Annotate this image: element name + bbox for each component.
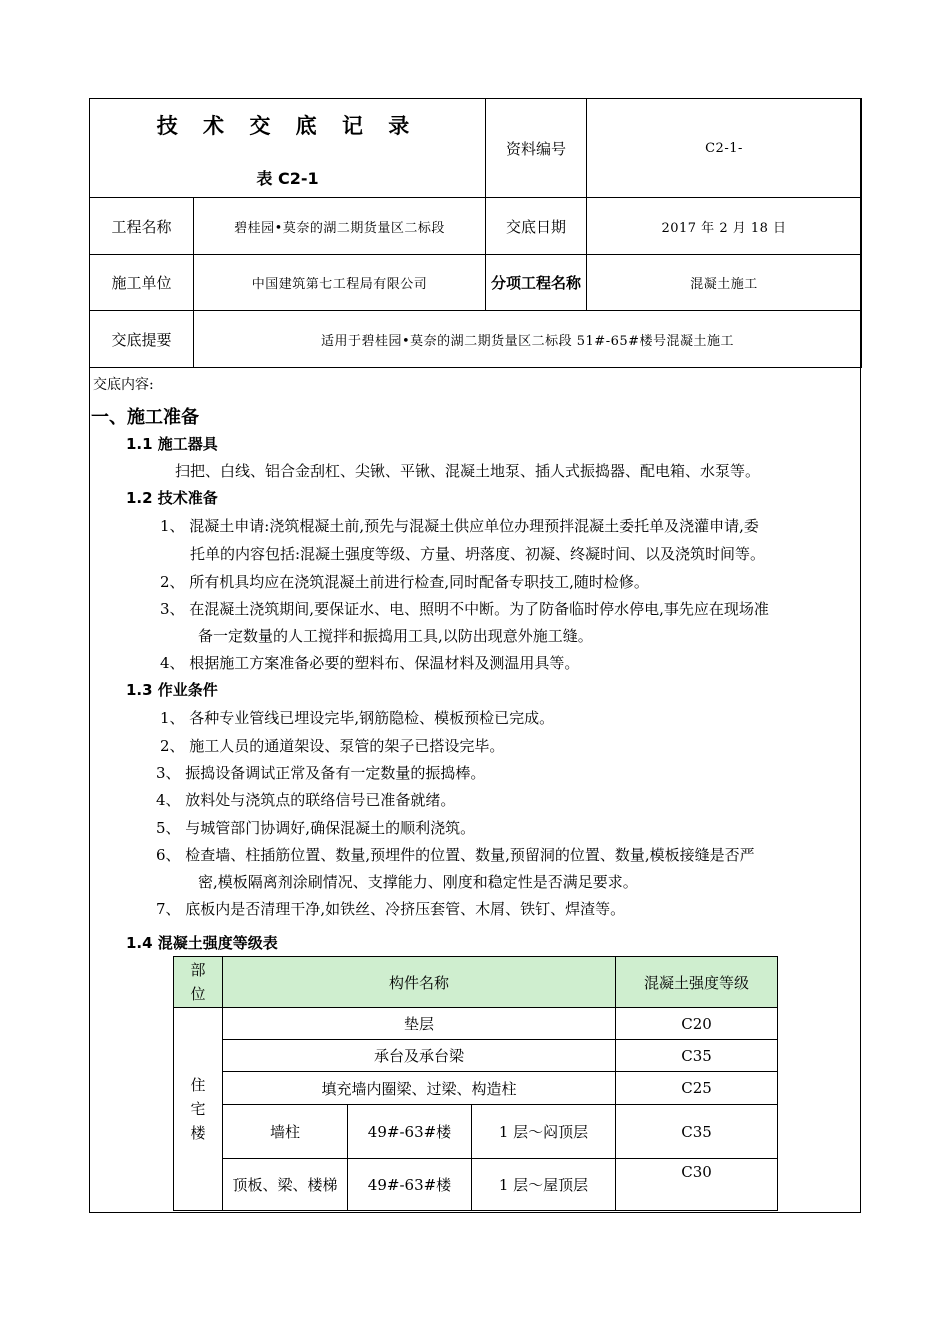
contractor-value: 中国建筑第七工程局有限公司 <box>194 255 486 311</box>
form-number: 表 C2-1 <box>256 168 319 188</box>
summary-label: 交底提要 <box>90 311 194 368</box>
table-cell-grade: C35 <box>616 1040 778 1072</box>
table-cell-range: 49#-63#楼 <box>348 1105 472 1159</box>
list-item: 2、 所有机具均应在浇筑混凝土前进行检查,同时配备专职技工,随时检修。 <box>160 573 649 591</box>
col-header-member: 构件名称 <box>223 957 616 1008</box>
list-item: 7、 底板内是否清理干净,如铁丝、冷挤压套管、木屑、铁钉、焊渣等。 <box>156 900 626 918</box>
date-value: 2017 年 2 月 18 日 <box>587 198 862 255</box>
col-header-part: 部 位 <box>174 957 223 1008</box>
date-label: 交底日期 <box>486 198 587 255</box>
table-cell-member: 墙柱 <box>223 1105 348 1159</box>
list-item: 5、 与城管部门协调好,确保混凝土的顺利浇筑。 <box>156 819 476 837</box>
list-item-continuation: 密,模板隔离剂涂刷情况、支撑能力、刚度和稳定性是否满足要求。 <box>198 873 638 891</box>
list-item: 1、 各种专业管线已埋设完毕,钢筋隐检、模板预检已完成。 <box>160 709 555 727</box>
subproject-label: 分项工程名称 <box>486 255 587 311</box>
table-cell-floors: 1 层～闷顶层 <box>472 1105 616 1159</box>
col-header-grade: 混凝土强度等级 <box>616 957 778 1008</box>
part-cell: 住 宅 楼 <box>174 1008 223 1211</box>
summary-value: 适用于碧桂园•莫奈的湖二期货量区二标段 51#-65#楼号混凝土施工 <box>194 311 862 368</box>
table-cell-member: 顶板、梁、楼梯 <box>223 1159 348 1211</box>
content-intro: 交底内容: <box>93 377 154 393</box>
subsection-heading: 1.4 混凝土强度等级表 <box>126 934 278 952</box>
list-item: 4、 根据施工方案准备必要的塑料布、保温材料及测温用具等。 <box>160 654 580 672</box>
project-value: 碧桂园•莫奈的湖二期货量区二标段 <box>194 198 486 255</box>
header-table <box>89 98 862 368</box>
page-title: 技 术 交 底 记 录 <box>156 113 419 138</box>
paragraph: 扫把、白线、铝合金刮杠、尖锹、平锹、混凝土地泵、插人式振捣器、配电箱、水泵等。 <box>175 462 761 480</box>
list-item-continuation: 托单的内容包括:混凝土强度等级、方量、坍落度、初凝、终凝时间、以及浇筑时间等。 <box>190 545 766 563</box>
subsection-heading: 1.2 技术准备 <box>126 489 218 507</box>
list-item: 3、 振捣设备调试正常及备有一定数量的振捣棒。 <box>156 764 486 782</box>
doc-no-label: 资料编号 <box>486 99 587 198</box>
list-item-continuation: 备一定数量的人工搅拌和振捣用工具,以防出现意外施工缝。 <box>198 627 593 645</box>
table-cell-grade: C25 <box>616 1072 778 1105</box>
section-heading: 一、施工准备 <box>91 407 199 428</box>
list-item: 1、 混凝土申请:浇筑棍凝土前,预先与混凝土供应单位办理预拌混凝土委托单及浇灌申请,委 <box>160 517 759 535</box>
contractor-label: 施工单位 <box>90 255 194 311</box>
doc-no-value: C2-1- <box>587 99 862 198</box>
list-item: 6、 检查墙、柱插筋位置、数量,预埋件的位置、数量,预留洞的位置、数量,模板接缝是否严 <box>156 846 755 864</box>
table-cell-range: 49#-63#楼 <box>348 1159 472 1211</box>
list-item: 4、 放料处与浇筑点的联络信号已准备就绪。 <box>156 791 456 809</box>
table-cell-grade: C35 <box>616 1105 778 1159</box>
table-cell-floors: 1 层～屋顶层 <box>472 1159 616 1211</box>
list-item: 2、 施工人员的通道架设、泵管的架子已搭设完毕。 <box>160 737 505 755</box>
project-label: 工程名称 <box>90 198 194 255</box>
subsection-heading: 1.1 施工器具 <box>126 435 218 453</box>
table-cell-grade: C20 <box>616 1008 778 1040</box>
grade-table <box>173 956 778 1211</box>
table-cell-grade: C30 <box>616 1159 778 1211</box>
title-cell <box>90 99 486 198</box>
subsection-heading: 1.3 作业条件 <box>126 681 218 699</box>
table-cell-member: 填充墙内圈梁、过梁、构造柱 <box>223 1072 616 1105</box>
table-cell-member: 垫层 <box>223 1008 616 1040</box>
table-cell-member: 承台及承台梁 <box>223 1040 616 1072</box>
subproject-value: 混凝土施工 <box>587 255 862 311</box>
list-item: 3、 在混凝土浇筑期间,要保证水、电、照明不中断。为了防备临时停水停电,事先应在现场准 <box>160 600 769 618</box>
